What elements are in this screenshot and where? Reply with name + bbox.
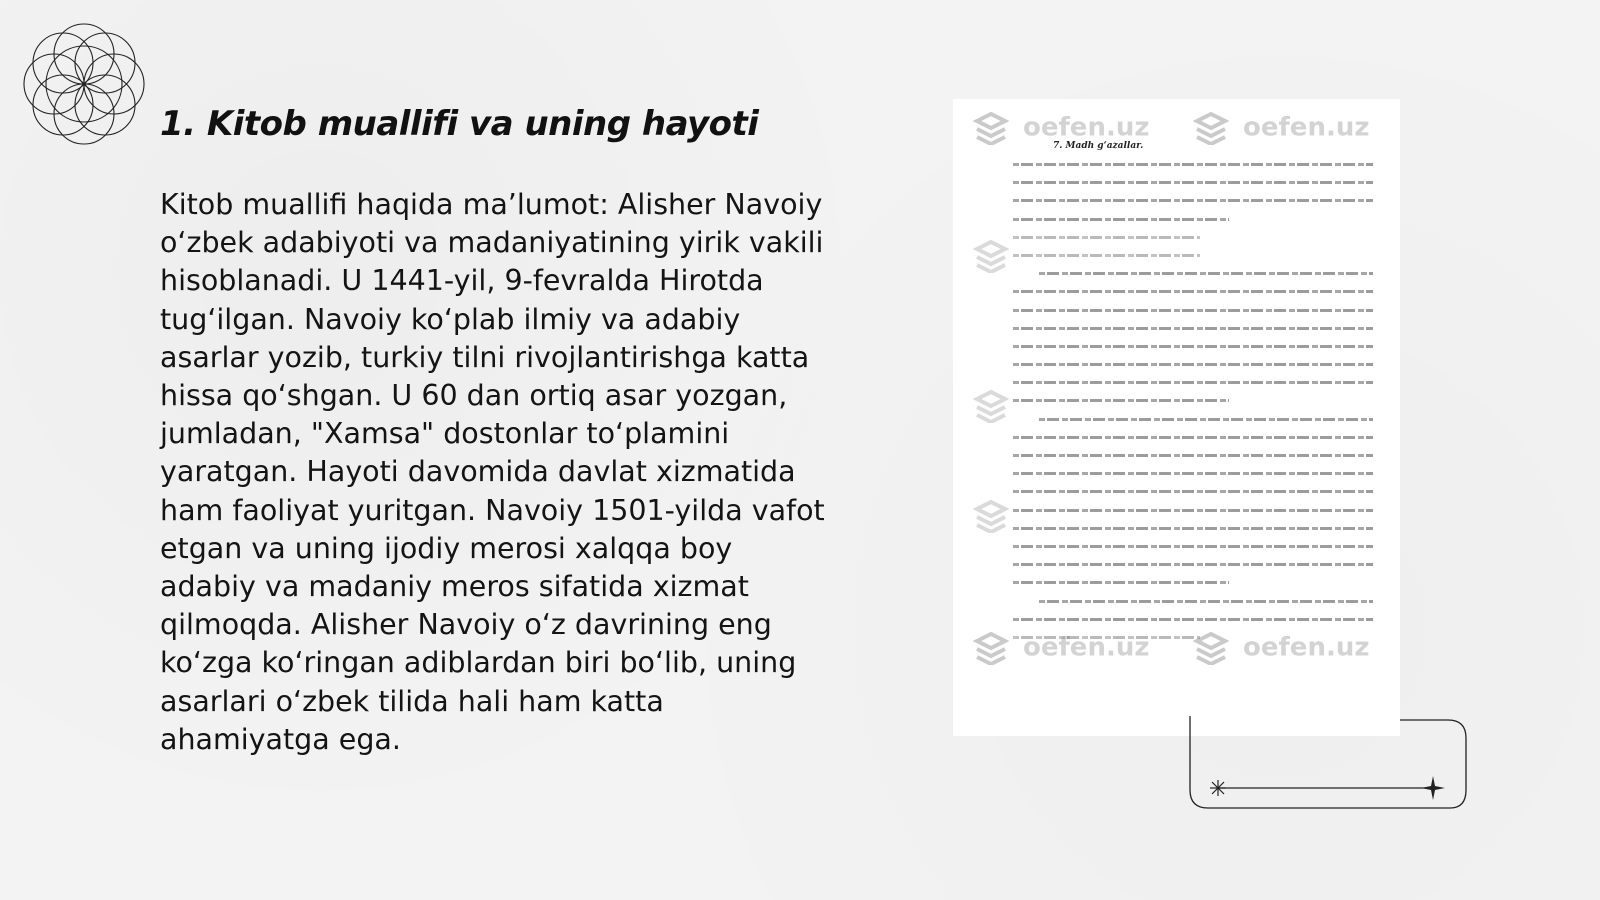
watermark-logo-icon <box>973 631 1009 665</box>
sparkle-icon <box>1210 780 1226 796</box>
watermark-text: oefen.uz <box>1023 632 1150 663</box>
watermark-logo-icon <box>973 499 1009 533</box>
text-line <box>1013 472 1373 475</box>
document-heading: 7. Madh g‘azallar. <box>1053 141 1144 151</box>
watermark <box>1193 111 1369 145</box>
slide-title: 1. Kitob muallifi va uning hayoti <box>160 104 759 144</box>
circular-ornament-icon <box>12 12 156 156</box>
text-line <box>1013 345 1373 348</box>
watermark <box>973 111 1149 145</box>
watermark-logo-icon <box>973 111 1009 145</box>
watermark-text: oefen.uz <box>1243 632 1370 663</box>
text-line <box>1013 199 1373 202</box>
text-line <box>1039 600 1373 603</box>
text-line <box>1013 309 1373 312</box>
text-line <box>1013 581 1229 584</box>
text-line <box>1013 254 1200 257</box>
text-line <box>1013 454 1373 457</box>
watermark-text: oefen.uz <box>1023 112 1150 143</box>
watermark-text: oefen.uz <box>1243 112 1370 143</box>
text-line <box>1013 527 1373 530</box>
decorative-frame <box>1188 716 1468 812</box>
watermark-logo-icon <box>1193 111 1229 145</box>
text-line <box>1013 509 1373 512</box>
text-line <box>1013 236 1200 239</box>
body-paragraph: Kitob muallifi haqida ma’lumot: Alisher Navoiy o‘zbek adabiyoti va madaniyatining yirik vakili hisoblanadi. U 1441-yil, 9-fevralda Hirotda tug‘ilgan. Navoiy ko‘plab ilmiy va adabiy asarlar yozib, turkiy tilni rivojlantirishga katta hissa qo‘shgan. U 60 dan ortiq asar yozgan, jumladan, "Xamsa" dostonlar to‘plamini yaratgan. Hayoti davomida davlat xizmatida ham faoliyat yuritgan. Navoiy 1501-yilda vafot etgan va uning ijodiy merosi xalqqa boy adabiy va madaniy meros sifatida xizmat qilmoqda. Alisher Navoiy o‘z davrining eng ko‘zga ko‘ringan adiblardan biri bo‘lib, uning asarlari o‘zbek tilida hali ham katta ahamiyatga ega. <box>160 188 825 756</box>
text-line <box>1013 181 1373 184</box>
text-line <box>1013 363 1373 366</box>
text-line <box>1013 381 1373 384</box>
text-line <box>1013 618 1373 621</box>
watermark-logo-icon <box>973 389 1009 423</box>
text-line <box>1013 636 1200 639</box>
watermark-logo-icon <box>973 239 1009 273</box>
text-line <box>1013 290 1373 293</box>
text-line <box>1013 218 1229 221</box>
document-text-lines <box>1013 163 1373 654</box>
text-line <box>1013 545 1373 548</box>
text-line <box>1013 399 1229 402</box>
document-page-image <box>953 99 1400 736</box>
text-line <box>1013 163 1373 166</box>
text-line <box>1013 327 1373 330</box>
text-line <box>1013 436 1373 439</box>
text-line <box>1039 418 1373 421</box>
text-line <box>1039 272 1373 275</box>
text-line <box>1013 563 1373 566</box>
star-icon <box>1421 776 1445 800</box>
text-line <box>1013 490 1373 493</box>
